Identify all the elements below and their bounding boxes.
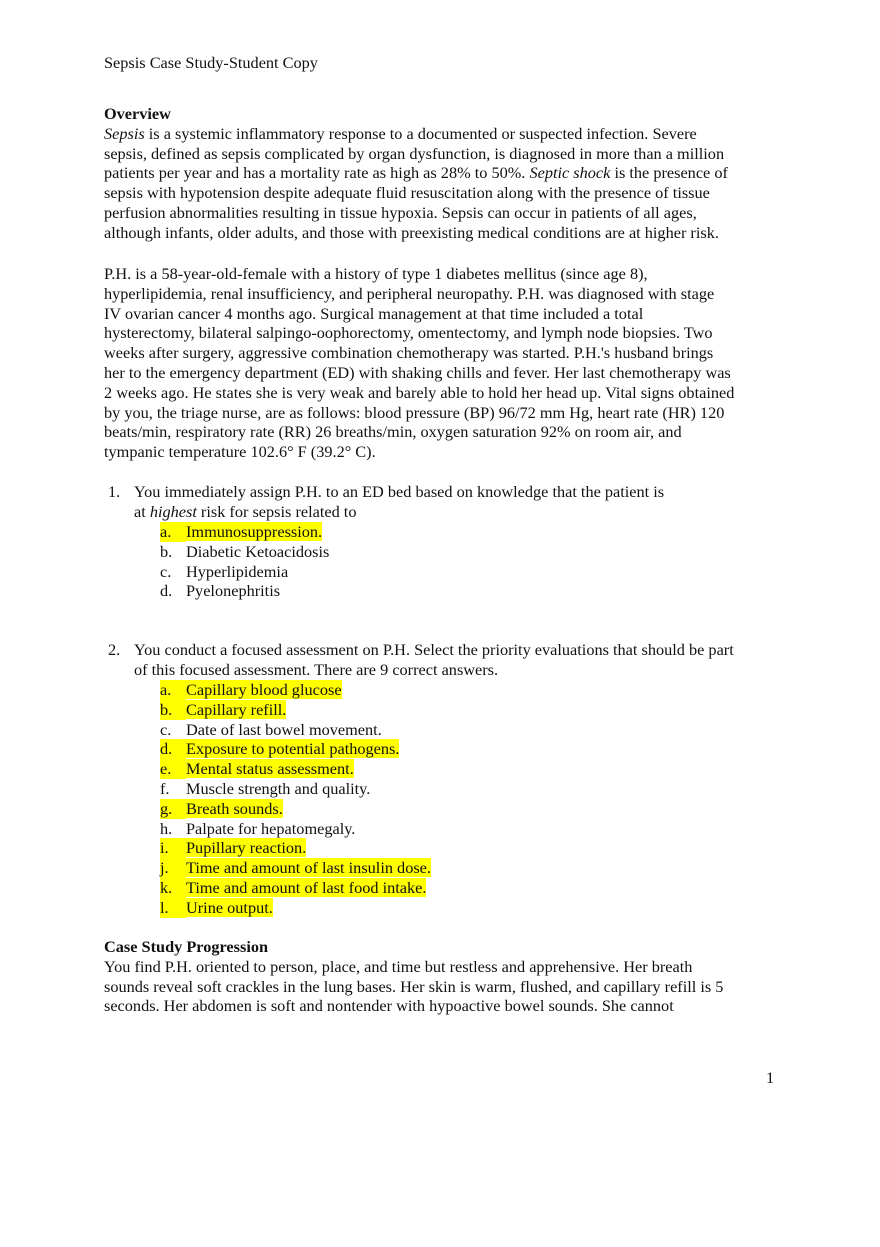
text-line [104, 442, 734, 462]
answer-option [160, 799, 431, 819]
overview-section [104, 104, 728, 243]
text-segment: You conduct a focused assessment on P.H. Select the priority evaluations that should be part [134, 640, 734, 659]
text-segment: hyperlipidemia, renal insufficiency, and peripheral neuropathy. P.H. was diagnosed with stage [104, 283, 715, 303]
overview-heading: Overview [104, 104, 171, 123]
option-letter: i. [160, 838, 186, 858]
highlighted-answer [160, 700, 286, 719]
option-text: Urine output. [186, 897, 273, 917]
answer-option [160, 858, 431, 878]
answer-option [160, 739, 431, 759]
text-segment: patients per year and has a mortality rate as high as 28% to 50%. [104, 163, 530, 183]
option-text: Immunosuppression. [186, 522, 323, 541]
text-line [104, 403, 734, 423]
text-line [104, 363, 734, 383]
text-line [134, 482, 664, 502]
text-segment: IV ovarian cancer 4 months ago. Surgical management at that time included a total [104, 303, 644, 323]
option-letter: l. [160, 898, 186, 918]
text-segment: sepsis, defined as sepsis complicated by organ dysfunction, is diagnosed in more than a million [104, 143, 725, 163]
question-text [134, 482, 664, 522]
text-line [104, 264, 734, 284]
text-segment: seconds. Her abdomen is soft and nontender with hypoactive bowel sounds. She cannot [104, 996, 674, 1016]
italic-term: Septic shock [529, 163, 611, 183]
answer-content [160, 720, 382, 739]
text-line [104, 383, 734, 403]
overview-paragraph [104, 124, 728, 243]
option-letter: g. [160, 799, 186, 819]
highlighted-answer [160, 878, 426, 897]
text-segment: is a systemic inflammatory response to a documented or suspected infection. Severe [144, 123, 697, 143]
answer-option [160, 700, 431, 720]
text-segment: tympanic temperature 102.6° F (39.2° C). [104, 442, 376, 462]
answer-option [160, 542, 329, 562]
text-segment: hysterectomy, bilateral salpingo-oophorectomy, omentectomy, and lymph node biopsies. Two [104, 323, 713, 343]
answer-content [160, 542, 329, 561]
option-text: Breath sounds. [186, 798, 283, 818]
option-letter: j. [160, 858, 186, 878]
highlighted-answer [160, 739, 399, 758]
option-letter: a. [160, 680, 186, 700]
progression-paragraph [104, 957, 723, 1016]
option-text: Pupillary reaction. [186, 838, 307, 858]
text-segment: is the presence of [610, 163, 728, 183]
option-letter: b. [160, 541, 173, 561]
text-segment: her to the emergency department (ED) with shaking chills and fever. Her last chemotherapy was [104, 362, 731, 382]
answer-option [160, 819, 431, 839]
text-line [104, 183, 728, 203]
text-line [104, 163, 728, 183]
option-text: Hyperlipidemia [186, 561, 289, 581]
text-line [134, 502, 664, 522]
page-number: 1 [766, 1068, 775, 1087]
text-segment: You find P.H. oriented to person, place, and time but restless and apprehensive. Her breath [104, 956, 693, 976]
option-letter: a. [160, 522, 186, 542]
case-paragraph [104, 264, 734, 462]
option-letter: b. [160, 700, 186, 720]
highlighted-answer [160, 680, 342, 699]
text-segment: although infants, older adults, and those with preexisting medical conditions are at higher risk. [104, 222, 719, 242]
question-number: 2. [108, 640, 121, 659]
text-segment: perfusion abnormalities resulting in tissue hypoxia. Sepsis can occur in patients of all ages, [104, 202, 697, 222]
text-segment: P.H. is a 58-year-old-female with a history of type 1 diabetes mellitus (since age 8), [104, 264, 648, 283]
option-letter: d. [160, 739, 186, 759]
option-text: Exposure to potential pathogens. [186, 739, 400, 759]
highlighted-answer [160, 858, 431, 877]
highlighted-answer [160, 522, 322, 541]
option-text: Capillary blood glucose [186, 680, 342, 699]
answer-option [160, 898, 431, 918]
case-paragraph-lines [104, 264, 734, 462]
answer-option [160, 680, 431, 700]
option-text: Diabetic Ketoacidosis [186, 541, 330, 561]
option-letter: c. [160, 719, 172, 739]
option-text: Palpate for hepatomegaly. [186, 818, 356, 838]
text-segment: weeks after surgery, aggressive combination chemotherapy was started. P.H.'s husband brings [104, 343, 714, 363]
question-1-options [160, 522, 329, 601]
highlighted-answer [160, 898, 273, 917]
answer-option [160, 522, 329, 542]
question-number: 1. [108, 482, 121, 501]
text-segment: by you, the triage nurse, are as follows: blood pressure (BP) 96/72 mm Hg, heart rate (HR) 120 [104, 402, 725, 422]
text-line [104, 996, 723, 1016]
text-segment: You immediately assign P.H. to an ED bed based on knowledge that the patient is [134, 482, 665, 501]
text-segment: risk for sepsis related to [196, 501, 357, 521]
text-line [104, 223, 728, 243]
text-line [134, 660, 734, 680]
progression-heading: Case Study Progression [104, 937, 269, 956]
highlighted-answer [160, 799, 283, 818]
text-line [104, 422, 734, 442]
answer-option [160, 878, 431, 898]
highlighted-answer [160, 759, 354, 778]
question-2-options [160, 680, 431, 918]
option-text: Time and amount of last insulin dose. [186, 858, 431, 878]
option-letter: d. [160, 581, 173, 601]
text-line [104, 124, 728, 144]
page-header: Sepsis Case Study-Student Copy [104, 53, 318, 72]
italic-term: Sepsis [104, 123, 145, 143]
option-text: Capillary refill. [186, 699, 287, 719]
text-segment: of this focused assessment. There are 9 correct answers. [134, 659, 499, 679]
option-text: Muscle strength and quality. [186, 778, 371, 798]
text-line [104, 203, 728, 223]
answer-option [160, 562, 329, 582]
text-segment: sepsis with hypotension despite adequate fluid resuscitation along with the presence of tissue [104, 183, 710, 203]
answer-option [160, 838, 431, 858]
option-letter: e. [160, 759, 186, 779]
text-line [104, 977, 723, 997]
option-text: Mental status assessment. [186, 759, 354, 779]
text-line [104, 343, 734, 363]
italic-term: highest [149, 501, 197, 521]
answer-content [160, 581, 280, 600]
question-text [134, 640, 734, 680]
text-segment: 2 weeks ago. He states she is very weak and barely able to hold her head up. Vital signs obtained [104, 382, 735, 402]
option-letter: f. [160, 778, 170, 798]
text-line [104, 144, 728, 164]
text-segment: sounds reveal soft crackles in the lung bases. Her skin is warm, flushed, and capillary refill is 5 [104, 976, 724, 996]
option-letter: k. [160, 878, 186, 898]
option-text: Date of last bowel movement. [186, 719, 382, 739]
answer-option [160, 779, 431, 799]
text-line [104, 284, 734, 304]
text-line [104, 323, 734, 343]
answer-content [160, 562, 288, 581]
option-letter: c. [160, 561, 172, 581]
option-letter: h. [160, 818, 173, 838]
text-segment: at [134, 501, 150, 521]
answer-content [160, 819, 355, 838]
answer-content [160, 779, 370, 798]
text-line [134, 640, 734, 660]
answer-option [160, 581, 329, 601]
option-text: Pyelonephritis [186, 581, 281, 601]
answer-option [160, 759, 431, 779]
text-line [104, 304, 734, 324]
answer-option [160, 720, 431, 740]
text-segment: beats/min, respiratory rate (RR) 26 breaths/min, oxygen saturation 92% on room air, and [104, 422, 682, 442]
option-text: Time and amount of last food intake. [186, 877, 427, 897]
highlighted-answer [160, 838, 306, 857]
text-line [104, 957, 723, 977]
progression-section [104, 937, 723, 1016]
